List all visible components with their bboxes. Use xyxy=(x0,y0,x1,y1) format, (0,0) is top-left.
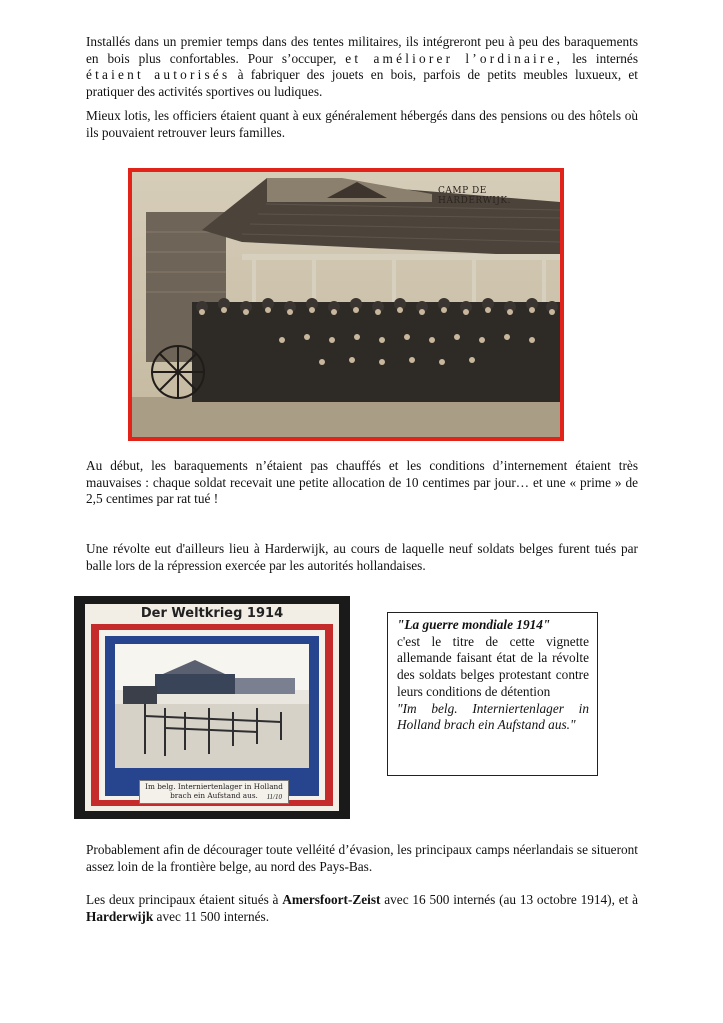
stamp-caption-box xyxy=(139,780,289,804)
camp-photo-drawing xyxy=(132,172,560,437)
weltkrieg-stamp-image xyxy=(74,596,350,819)
stamp-number: 11/10 xyxy=(266,793,282,801)
paragraph-camp-location: Probablement afin de décourager toute velléité d’évasion, les principaux camps néerlandais se situeront assez loin de la frontière belge, au nord des Pays-Bas. xyxy=(86,842,638,874)
camp-harderwijk-photo xyxy=(128,168,564,441)
paragraph-revolt: Une révolte eut d'ailleurs lieu à Harderwijk, au cours de laquelle neuf soldats belges furent tués par balle lors de la répression exercée par les autorités hollandaises. xyxy=(86,541,638,573)
camp-sign-text: CAMP DE HARDERWIJK. xyxy=(438,186,511,206)
camp-harderwijk: Harderwijk xyxy=(86,908,154,924)
stamp-caption: Im belg. Interniertenlager in Holland brach ein Aufstand aus. xyxy=(145,782,283,800)
paragraph-conditions: Au début, les baraquements n’étaient pas chauffés et les conditions d’internement étaient très mauvaises : chaque soldat recevait une petite allocation de 10 centimes par jour… et une « prime » de 2,5 centimes par rat tué ! xyxy=(86,458,638,507)
stamp-description-box xyxy=(387,612,598,776)
stamp-title: Der Weltkrieg 1914 xyxy=(140,606,284,621)
caption-title: "La guerre mondiale 1914" xyxy=(397,617,551,632)
paragraph-main-camps: Les deux principaux étaient situés à Amersfoort-Zeist avec 16 500 internés (au 13 octobre 1914), et à Harderwijk avec 11 500 internés. xyxy=(86,892,638,924)
caption-body: c'est le titre de cette vignette allemande faisant état de la révolte des soldats belges protestant contre leurs conditions de détention xyxy=(397,633,589,699)
paragraph-officers: Mieux lotis, les officiers étaient quant à eux généralement hébergés dans des pensions ou des hôtels où ils pouvaient retrouver leurs familles. xyxy=(86,108,638,140)
camp-amersfoort-zeist: Amersfoort-Zeist xyxy=(282,892,381,907)
paragraph-barracks: Installés dans un premier temps dans des tentes militaires, ils intégreront peu à peu des baraquements en bois plus confortables. Pour s’occuper, et améliorer l’ordinaire, les internés étaient autorisés à fabriquer des jouets en bois, parfois de petits meubles luxueux, et pratiquer des activités sportives ou ludiques. xyxy=(86,34,638,100)
caption-quote: "Im belg. Interniertenlager in Holland brach ein Aufstand aus." xyxy=(397,700,589,733)
stamp-paper xyxy=(85,604,339,811)
